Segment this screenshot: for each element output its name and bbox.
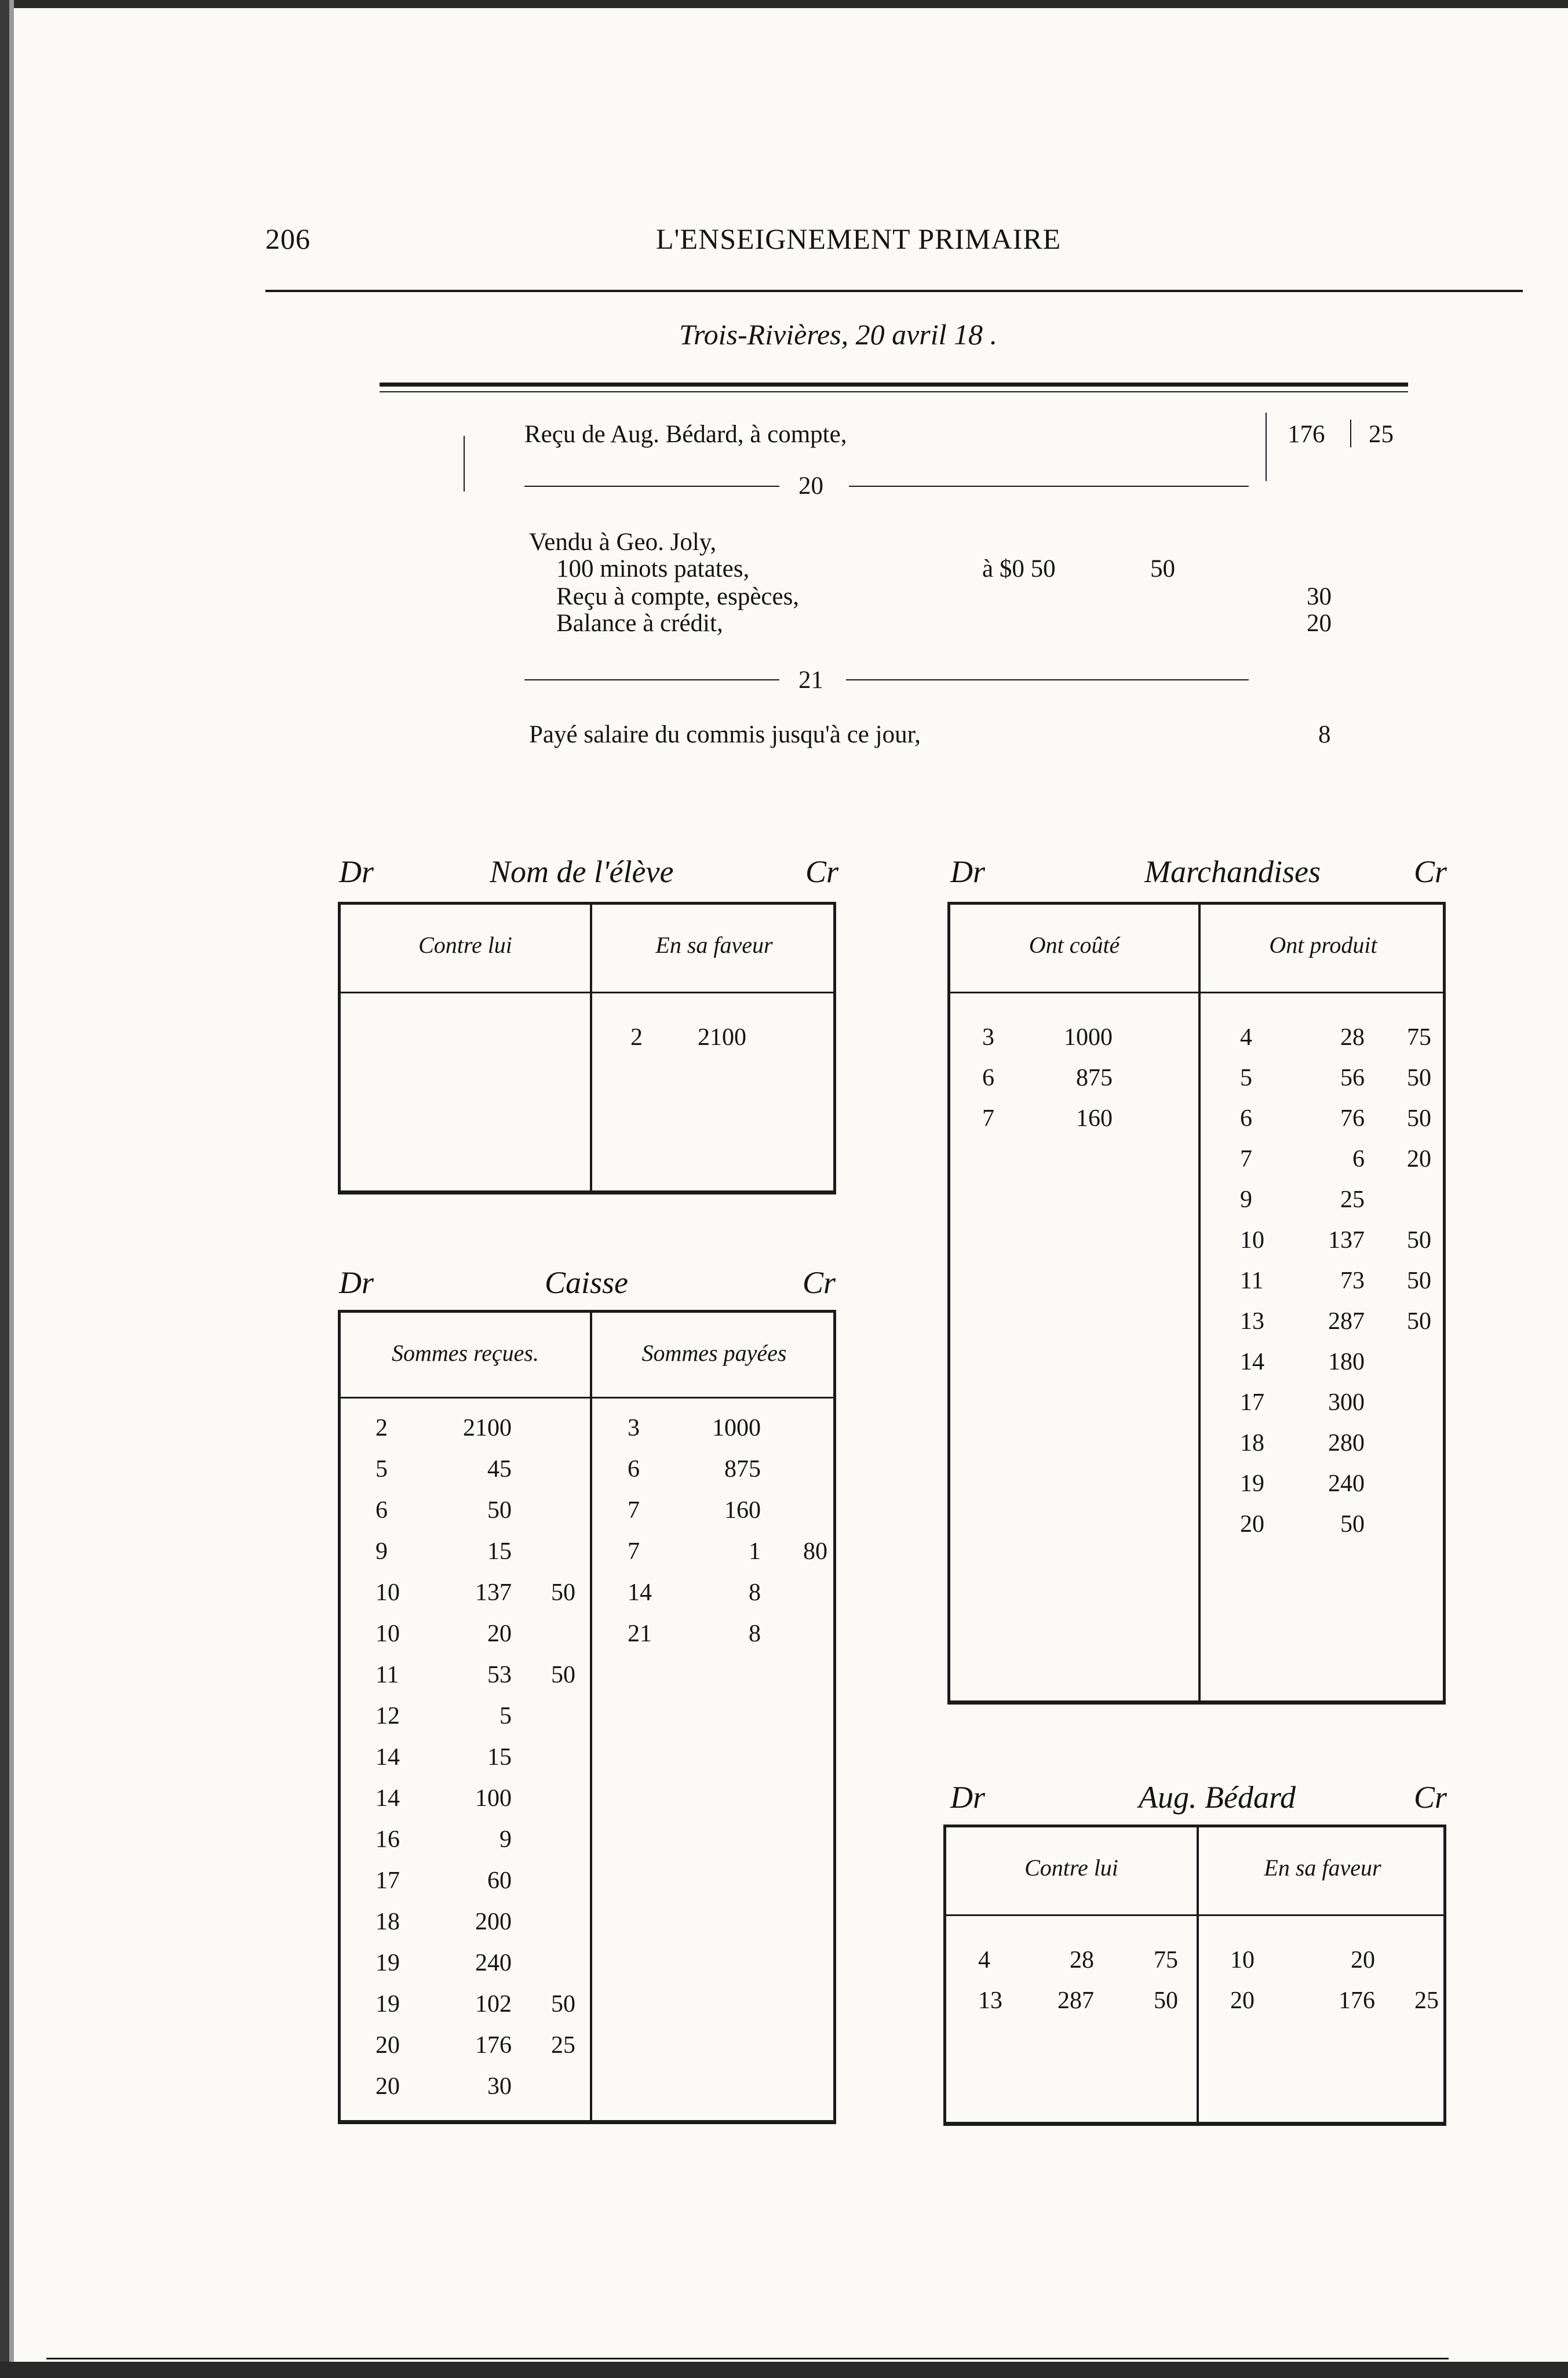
- ledger-caisse-left-day-7: 11: [375, 1662, 399, 1688]
- ledger-caisse-left-day-17: 20: [375, 2073, 400, 2100]
- ledger-marchandises-title: Marchandises: [1144, 854, 1321, 889]
- ledger-caisse-left-cents-7: 50: [551, 1662, 575, 1688]
- ledger-caisse-right-day-5: 14: [628, 1579, 652, 1606]
- ledger-marchandises-left-day-3: 7: [982, 1105, 994, 1132]
- ledger-marchandises-right-cents-2: 50: [1407, 1065, 1431, 1091]
- journal-entry-2-line-2: 100 minots patates,: [556, 555, 750, 582]
- ledger-caisse-right-header: Sommes payées: [641, 1340, 787, 1366]
- ledger-caisse-right-day-6: 21: [628, 1620, 652, 1647]
- ledger-marchandises-right-cents-1: 75: [1407, 1024, 1431, 1051]
- ledger-caisse-left-amount-17: 30: [487, 2073, 512, 2100]
- ledger-caisse-left-amount-15: 102: [475, 1991, 512, 2018]
- date-rule-20-left: [524, 486, 779, 487]
- ledger-marchandises-col-sep: [1198, 905, 1201, 1700]
- ledger-caisse-left-cents-5: 50: [551, 1579, 575, 1606]
- ledger-bedard-left-day-2: 13: [978, 1987, 1002, 2014]
- journal-entry-2-ext: 50: [1150, 555, 1175, 582]
- header-rule: [265, 290, 1523, 292]
- ledger-caisse-right-amount-1: 1000: [712, 1415, 761, 1441]
- ledger-eleve: [338, 902, 836, 1195]
- ledger-caisse-left-amount-9: 15: [487, 1744, 512, 1771]
- ledger-bedard-left-day-1: 4: [978, 1947, 990, 1973]
- journal-entry-2-line-1: Vendu à Geo. Joly,: [529, 529, 717, 556]
- ledger-caisse-left-amount-13: 200: [475, 1909, 512, 1935]
- ledger-marchandises-right-day-6: 10: [1240, 1227, 1264, 1254]
- ledger-caisse-right-day-4: 7: [628, 1538, 640, 1565]
- ledger-marchandises-right-day-8: 13: [1240, 1308, 1264, 1335]
- ledger-caisse-left-amount-16: 176: [475, 2032, 512, 2059]
- ledger-caisse-right-day-1: 3: [628, 1415, 640, 1441]
- ledger-marchandises-left-amount-1: 1000: [1064, 1024, 1113, 1051]
- ledger-marchandises-left-day-1: 3: [982, 1024, 994, 1051]
- ledger-marchandises-right-amount-8: 287: [1328, 1308, 1365, 1335]
- page-number: 206: [265, 223, 311, 255]
- scan-edge-left: [0, 0, 9, 2378]
- ledger-bedard-dr: Dr: [950, 1780, 986, 1815]
- ledger-eleve-right-amount-1: 2100: [698, 1024, 746, 1051]
- ledger-bedard-left-amount-2: 287: [1058, 1987, 1094, 2014]
- ledger-eleve-dr: Dr: [339, 854, 374, 889]
- journal-entry-2-line-4: Balance à crédit,: [556, 610, 723, 637]
- journal-date-20: 20: [798, 472, 823, 500]
- ledger-marchandises-right-amount-9: 180: [1328, 1349, 1365, 1375]
- ledger-marchandises-right-cents-3: 50: [1407, 1105, 1431, 1132]
- ledger-bedard-right-day-1: 10: [1230, 1947, 1255, 1973]
- ledger-bedard-title: Aug. Bédard: [1139, 1780, 1296, 1815]
- ledger-caisse-right-day-3: 7: [628, 1497, 640, 1524]
- ledger-bedard-right-header: En sa faveur: [1264, 1855, 1381, 1881]
- ledger-caisse-title: Caisse: [545, 1265, 629, 1300]
- ledger-marchandises-right-cents-4: 20: [1407, 1146, 1431, 1172]
- ledger-caisse-left-day-6: 10: [375, 1620, 400, 1647]
- ledger-caisse-col-sep: [590, 1313, 592, 2120]
- journal-entry-1-cents: 25: [1369, 421, 1394, 448]
- ledger-caisse-left-amount-10: 100: [475, 1785, 512, 1812]
- ledger-marchandises-right-amount-10: 300: [1328, 1389, 1365, 1416]
- ledger-marchandises-right-day-7: 11: [1240, 1268, 1264, 1294]
- ledger-bedard-left-cents-1: 75: [1154, 1947, 1178, 1973]
- ledger-caisse-left-day-13: 18: [375, 1909, 400, 1935]
- ledger-marchandises-right-amount-13: 50: [1340, 1511, 1365, 1538]
- ledger-caisse-left-amount-8: 5: [499, 1703, 512, 1729]
- journal-entry-2-amount-4: 20: [1307, 610, 1332, 637]
- ledger-marchandises-right-day-12: 19: [1240, 1470, 1264, 1497]
- ledger-bedard-right-day-2: 20: [1230, 1987, 1255, 2014]
- ledger-caisse-right-cents-4: 80: [803, 1538, 827, 1565]
- page-bottom-rule: [46, 2358, 1449, 2359]
- journal-entry-3-amount: 8: [1318, 721, 1331, 748]
- ledger-caisse-dr: Dr: [339, 1265, 374, 1300]
- journal-entry-3-text: Payé salaire du commis jusqu'à ce jour,: [529, 721, 921, 748]
- date-rule-21-right: [846, 679, 1249, 680]
- ledger-bedard-right-amount-2: 176: [1339, 1987, 1375, 2014]
- ledger-marchandises-right-amount-6: 137: [1328, 1227, 1365, 1254]
- journal-col-mark-2: [1350, 420, 1351, 447]
- ledger-caisse-left-amount-3: 50: [487, 1497, 512, 1524]
- ledger-bedard-cr: Cr: [1414, 1780, 1447, 1815]
- ledger-caisse-left-day-16: 20: [375, 2032, 400, 2059]
- ledger-caisse-left-day-14: 19: [375, 1950, 400, 1976]
- ledger-bedard-right-cents-2: 25: [1414, 1987, 1439, 2014]
- ledger-caisse-left-amount-6: 20: [487, 1620, 512, 1647]
- ledger-marchandises-right-amount-12: 240: [1328, 1470, 1365, 1497]
- ledger-caisse-right-amount-3: 160: [724, 1497, 761, 1524]
- ledger-caisse-left-amount-7: 53: [487, 1662, 512, 1688]
- ledger-marchandises-right-amount-4: 6: [1352, 1146, 1365, 1172]
- ledger-marchandises-right-amount-5: 25: [1340, 1186, 1365, 1213]
- journal-date-21: 21: [798, 667, 823, 694]
- ledger-marchandises-right-day-9: 14: [1240, 1349, 1264, 1375]
- ledger-eleve-left-header: Contre lui: [418, 932, 512, 958]
- ledger-caisse-left-day-9: 14: [375, 1744, 400, 1771]
- journal-col-mark: [1266, 413, 1267, 481]
- ledger-bedard-left-cents-2: 50: [1154, 1987, 1178, 2014]
- ledger-caisse-right-amount-5: 8: [749, 1579, 761, 1606]
- ledger-caisse-left-day-5: 10: [375, 1579, 400, 1606]
- ledger-marchandises-left-amount-2: 875: [1076, 1065, 1113, 1091]
- ledger-marchandises-right-amount-7: 73: [1340, 1268, 1365, 1294]
- ledger-bedard-header-rule: [946, 1914, 1443, 1916]
- ledger-bedard-left-header: Contre lui: [1024, 1855, 1118, 1881]
- ledger-caisse-left-day-12: 17: [375, 1867, 400, 1894]
- ledger-caisse-left-cents-15: 50: [551, 1991, 575, 2018]
- journal-entry-2-line-3: Reçu à compte, espèces,: [556, 583, 800, 610]
- ledger-caisse-right-amount-4: 1: [749, 1538, 761, 1565]
- ledger-eleve-right-day-1: 2: [630, 1024, 643, 1051]
- ledger-caisse-left-amount-12: 60: [487, 1867, 512, 1894]
- ledger-marchandises-right-amount-3: 76: [1340, 1105, 1365, 1132]
- ledger-marchandises-right-cents-8: 50: [1407, 1308, 1431, 1335]
- journal-entry-2-rate: à $0 50: [982, 555, 1056, 582]
- ledger-marchandises-right-cents-7: 50: [1407, 1268, 1431, 1294]
- ledger-caisse-left-amount-2: 45: [487, 1456, 512, 1483]
- ledger-caisse-left-day-2: 5: [375, 1456, 388, 1483]
- scan-edge-left-shadow: [9, 0, 14, 2378]
- ledger-marchandises-header-rule: [950, 992, 1443, 993]
- ledger-marchandises-left-amount-3: 160: [1076, 1105, 1113, 1132]
- ledger-caisse-left-day-1: 2: [375, 1415, 388, 1441]
- ledger-marchandises-right-amount-2: 56: [1340, 1065, 1365, 1091]
- ledger-caisse-left-day-10: 14: [375, 1785, 400, 1812]
- ledger-caisse-left-header: Sommes reçues.: [391, 1340, 539, 1366]
- running-title: L'ENSEIGNEMENT PRIMAIRE: [656, 223, 1062, 255]
- ledger-caisse-left-day-11: 16: [375, 1826, 400, 1853]
- ledger-marchandises-right-day-13: 20: [1240, 1511, 1264, 1538]
- ledger-caisse-right-amount-2: 875: [724, 1456, 761, 1483]
- ledger-marchandises-right-day-1: 4: [1240, 1024, 1252, 1051]
- ledger-marchandises-left-day-2: 6: [982, 1065, 994, 1091]
- ledger-marchandises-right-day-2: 5: [1240, 1065, 1252, 1091]
- ledger-marchandises-right-day-4: 7: [1240, 1146, 1252, 1172]
- ledger-marchandises-right-cents-6: 50: [1407, 1227, 1431, 1254]
- ledger-marchandises-dr: Dr: [950, 854, 986, 889]
- ledger-marchandises-right-header: Ont produit: [1269, 932, 1377, 958]
- ledger-caisse-left-cents-16: 25: [551, 2032, 575, 2059]
- journal-entry-2-amount-3: 30: [1307, 583, 1332, 610]
- ledger-marchandises-right-day-10: 17: [1240, 1389, 1264, 1416]
- date-rule-21-left: [524, 679, 779, 680]
- ledger-caisse-cr: Cr: [803, 1265, 836, 1300]
- date-rule-20-right: [849, 486, 1249, 487]
- ledger-bedard-left-amount-1: 28: [1070, 1947, 1094, 1973]
- ledger-marchandises-right-amount-1: 28: [1340, 1024, 1365, 1051]
- journal-col-mark-left: [464, 436, 465, 491]
- journal-entry-1-amount: 176: [1288, 421, 1325, 448]
- ledger-marchandises-left-header: Ont coûté: [1029, 932, 1120, 958]
- ledger-caisse-header-rule: [341, 1397, 833, 1399]
- ledger-caisse-right-day-2: 6: [628, 1456, 640, 1483]
- ledger-caisse-left-amount-1: 2100: [463, 1415, 512, 1441]
- ledger-caisse-left-amount-14: 240: [475, 1950, 512, 1976]
- ledger-caisse: [338, 1310, 836, 2124]
- ledger-caisse-left-amount-4: 15: [487, 1538, 512, 1565]
- dateline: Trois-Rivières, 20 avril 18 .: [679, 318, 998, 351]
- ledger-caisse-left-day-3: 6: [375, 1497, 388, 1524]
- ledger-eleve-header-rule: [341, 992, 833, 993]
- ledger-caisse-left-amount-11: 9: [499, 1826, 512, 1853]
- ledger-eleve-right-header: En sa faveur: [655, 932, 773, 958]
- ledger-bedard-right-amount-1: 20: [1351, 1947, 1375, 1973]
- ledger-caisse-left-day-15: 19: [375, 1991, 400, 2018]
- ledger-eleve-title: Nom de l'élève: [490, 854, 674, 889]
- ledger-caisse-left-amount-5: 137: [475, 1579, 512, 1606]
- ledger-caisse-right-amount-6: 8: [749, 1620, 761, 1647]
- ledger-eleve-cr: Cr: [805, 854, 839, 889]
- ledger-marchandises-cr: Cr: [1414, 854, 1447, 889]
- ledger-marchandises-right-amount-11: 280: [1328, 1430, 1365, 1456]
- ledger-marchandises-right-day-11: 18: [1240, 1430, 1264, 1456]
- journal-top-rule: [380, 383, 1408, 387]
- ledger-marchandises-right-day-5: 9: [1240, 1186, 1252, 1213]
- ledger-marchandises: [947, 902, 1446, 1705]
- ledger-marchandises-right-day-3: 6: [1240, 1105, 1252, 1132]
- ledger-caisse-left-day-4: 9: [375, 1538, 388, 1565]
- ledger-bedard: [943, 1825, 1446, 2126]
- scan-edge-bottom: [0, 2362, 1568, 2378]
- journal-entry-1-text: Reçu de Aug. Bédard, à compte,: [524, 421, 847, 448]
- scan-edge-top: [0, 0, 1568, 8]
- ledger-caisse-left-day-8: 12: [375, 1703, 400, 1729]
- journal-top-rule-thin: [380, 391, 1408, 392]
